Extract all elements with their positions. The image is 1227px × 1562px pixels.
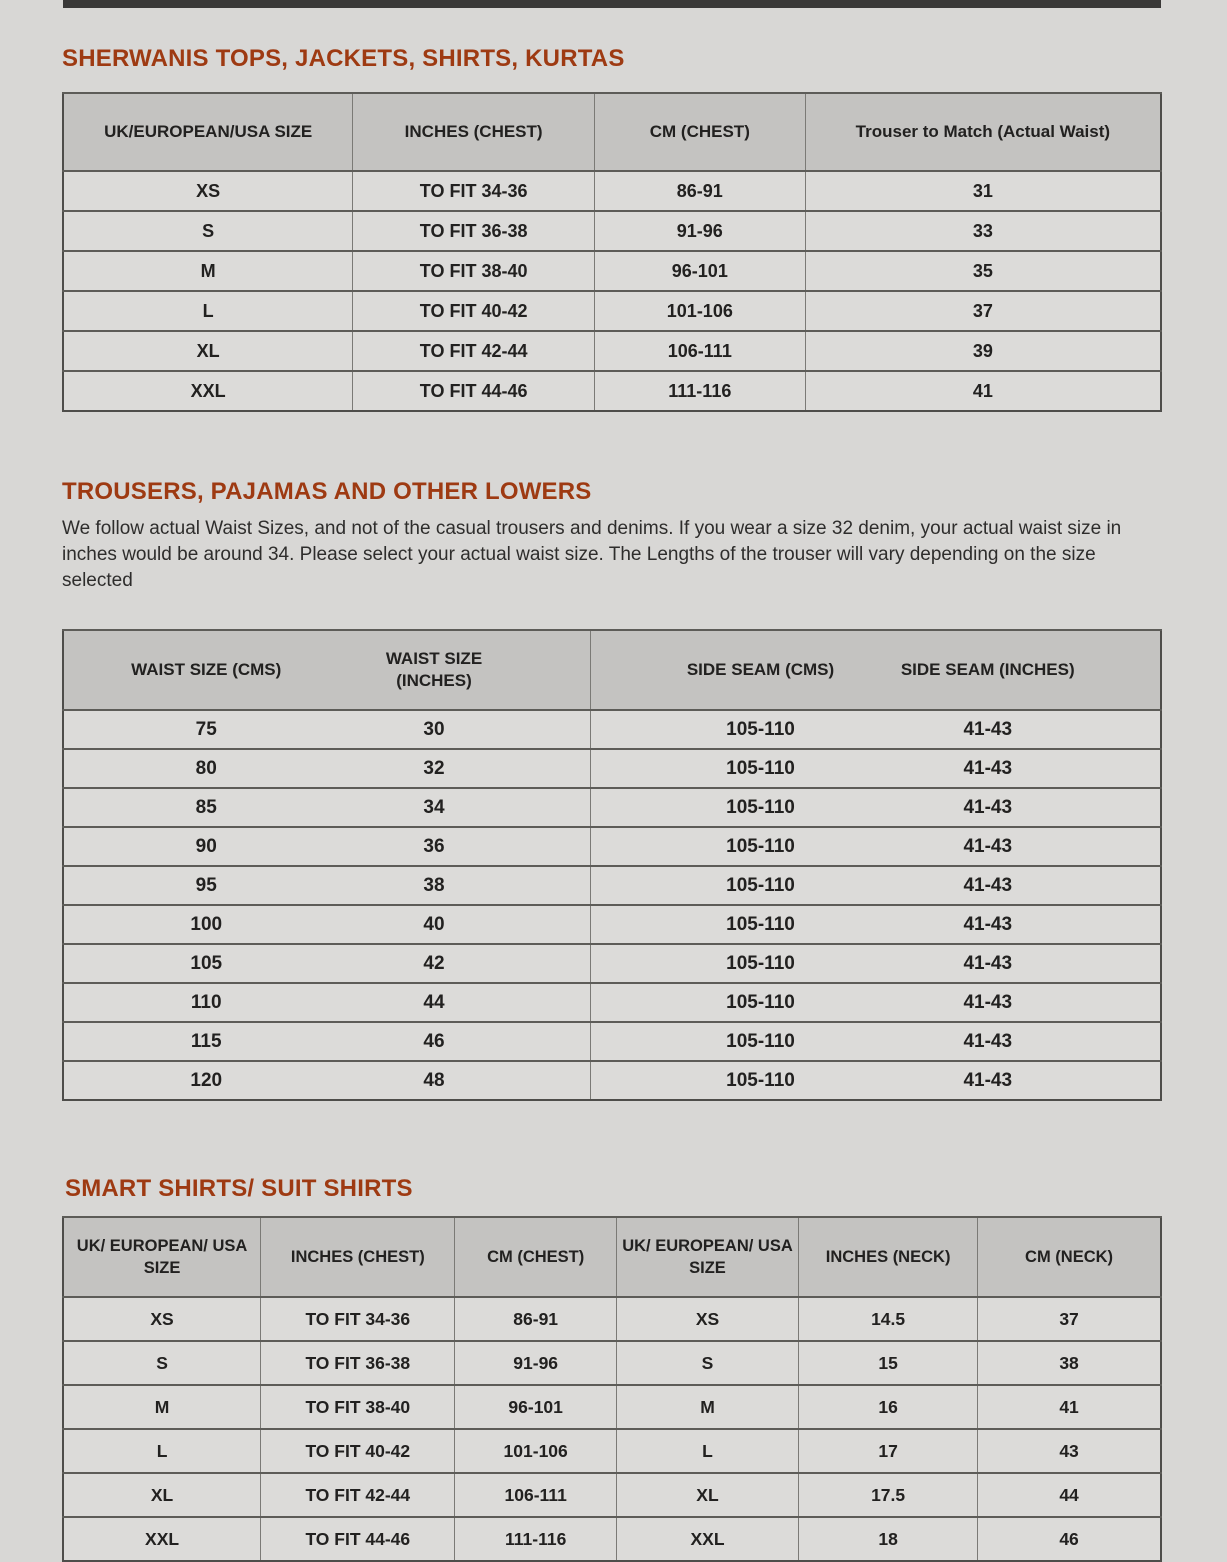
cell: TO FIT 40-42: [353, 291, 595, 331]
cell: 41-43: [875, 1061, 1161, 1100]
cell: 106-111: [455, 1473, 616, 1517]
column-header: INCHES (NECK): [799, 1217, 978, 1297]
cell: S: [63, 1341, 261, 1385]
cell: TO FIT 42-44: [261, 1473, 455, 1517]
cell: TO FIT 36-38: [261, 1341, 455, 1385]
column-header: SIDE SEAM (CMS): [590, 630, 875, 710]
cell: 41-43: [875, 788, 1161, 827]
table-row: [63, 291, 1161, 331]
column-header: CM (NECK): [978, 1217, 1161, 1297]
cell: 105-110: [590, 710, 875, 749]
section-title-smart-shirts: SMART SHIRTS/ SUIT SHIRTS: [65, 1175, 413, 1202]
table-row: [63, 1429, 1161, 1473]
cell: 41: [978, 1385, 1161, 1429]
cell: TO FIT 34-36: [261, 1297, 455, 1341]
cell: L: [63, 1429, 261, 1473]
column-header: CM (CHEST): [455, 1217, 616, 1297]
header-row: [63, 1217, 1161, 1297]
cell: 39: [805, 331, 1161, 371]
column-header: UK/EUROPEAN/USA SIZE: [63, 93, 353, 171]
cell: 41: [805, 371, 1161, 411]
cell: 105-110: [590, 749, 875, 788]
table-row: [63, 710, 1161, 749]
table-row: [63, 944, 1161, 983]
table-row: [63, 1341, 1161, 1385]
cell: 101-106: [455, 1429, 616, 1473]
cell: 105-110: [590, 788, 875, 827]
trousers-description: We follow actual Waist Sizes, and not of the casual trousers and denims. If you wear a size 32 denim, your actual waist size in inches would be around 34. Please select your actual waist size. The Lengths of the trouser will vary depending on the size selected: [62, 518, 1122, 591]
column-header: Trouser to Match (Actual Waist): [805, 93, 1161, 171]
cell: 33: [805, 211, 1161, 251]
cell: TO FIT 34-36: [353, 171, 595, 211]
cell: 46: [978, 1517, 1161, 1561]
table-row: [63, 1297, 1161, 1341]
cell: 41-43: [875, 866, 1161, 905]
sherwanis-size-table: [62, 92, 1162, 412]
cell: TO FIT 42-44: [353, 331, 595, 371]
cell: XS: [63, 1297, 261, 1341]
smart-shirts-size-table: [62, 1216, 1162, 1562]
table-row: [63, 1517, 1161, 1561]
cell: 31: [805, 171, 1161, 211]
cell: TO FIT 44-46: [353, 371, 595, 411]
cell: XXL: [63, 371, 353, 411]
cell: 18: [799, 1517, 978, 1561]
column-header: WAIST SIZE (CMS): [63, 630, 348, 710]
cell: 101-106: [594, 291, 805, 331]
cell: 43: [978, 1429, 1161, 1473]
trousers-size-table: [62, 629, 1162, 1101]
cell: 105-110: [590, 1022, 875, 1061]
cell: 91-96: [594, 211, 805, 251]
cell: XXL: [616, 1517, 798, 1561]
column-header: INCHES (CHEST): [261, 1217, 455, 1297]
cell: 32: [348, 749, 590, 788]
cell: 111-116: [594, 371, 805, 411]
cell: L: [63, 291, 353, 331]
cell: XL: [63, 1473, 261, 1517]
cell: 41-43: [875, 944, 1161, 983]
cell: 120: [63, 1061, 348, 1100]
table-row: [63, 788, 1161, 827]
cell: L: [616, 1429, 798, 1473]
cell: 14.5: [799, 1297, 978, 1341]
cell: 41-43: [875, 749, 1161, 788]
table-row: [63, 251, 1161, 291]
cell: 105-110: [590, 944, 875, 983]
cell: XS: [616, 1297, 798, 1341]
table-row: [63, 331, 1161, 371]
cell: 42: [348, 944, 590, 983]
cell: 41-43: [875, 710, 1161, 749]
cell: 34: [348, 788, 590, 827]
cell: TO FIT 38-40: [261, 1385, 455, 1429]
cell: 105-110: [590, 905, 875, 944]
cell: 96-101: [455, 1385, 616, 1429]
cell: 41-43: [875, 983, 1161, 1022]
cell: 105: [63, 944, 348, 983]
cell: 40: [348, 905, 590, 944]
cell: TO FIT 44-46: [261, 1517, 455, 1561]
section-smart-shirts: [62, 1101, 1165, 1562]
cell: 115: [63, 1022, 348, 1061]
cell: 38: [348, 866, 590, 905]
cell: 16: [799, 1385, 978, 1429]
cell: 41-43: [875, 905, 1161, 944]
cell: 41-43: [875, 1022, 1161, 1061]
cell: S: [63, 211, 353, 251]
cell: 48: [348, 1061, 590, 1100]
cell: 100: [63, 905, 348, 944]
cell: 90: [63, 827, 348, 866]
cell: 17: [799, 1429, 978, 1473]
table-row: [63, 905, 1161, 944]
column-header: SIDE SEAM (INCHES): [875, 630, 1161, 710]
cell: 41-43: [875, 827, 1161, 866]
cell: 30: [348, 710, 590, 749]
table-row: [63, 866, 1161, 905]
section-title-trousers: TROUSERS, PAJAMAS AND OTHER LOWERS: [62, 478, 592, 505]
cell: XL: [616, 1473, 798, 1517]
cell: TO FIT 40-42: [261, 1429, 455, 1473]
cell: 106-111: [594, 331, 805, 371]
cell: 17.5: [799, 1473, 978, 1517]
column-header: UK/ EUROPEAN/ USA SIZE: [63, 1217, 261, 1297]
section-sherwanis: [62, 0, 1165, 412]
header-row: [63, 630, 1161, 710]
cell: XS: [63, 171, 353, 211]
cell: 86-91: [455, 1297, 616, 1341]
cell: M: [63, 251, 353, 291]
table-row: [63, 371, 1161, 411]
table-row: [63, 171, 1161, 211]
cell: 95: [63, 866, 348, 905]
cell: TO FIT 38-40: [353, 251, 595, 291]
cell: 110: [63, 983, 348, 1022]
cell: 86-91: [594, 171, 805, 211]
column-header: UK/ EUROPEAN/ USA SIZE: [616, 1217, 798, 1297]
table-row: [63, 1022, 1161, 1061]
column-header: CM (CHEST): [594, 93, 805, 171]
cell: 85: [63, 788, 348, 827]
table-row: [63, 827, 1161, 866]
cell: XXL: [63, 1517, 261, 1561]
cell: 44: [348, 983, 590, 1022]
cell: 37: [805, 291, 1161, 331]
cell: 35: [805, 251, 1161, 291]
cell: 38: [978, 1341, 1161, 1385]
cell: 111-116: [455, 1517, 616, 1561]
cell: 44: [978, 1473, 1161, 1517]
section-trousers: [62, 412, 1165, 1101]
cell: 75: [63, 710, 348, 749]
table-row: [63, 1061, 1161, 1100]
table-row: [63, 211, 1161, 251]
top-bar: [63, 0, 1161, 8]
cell: M: [616, 1385, 798, 1429]
cell: 46: [348, 1022, 590, 1061]
cell: 105-110: [590, 827, 875, 866]
header-row: [63, 93, 1161, 171]
cell: XL: [63, 331, 353, 371]
cell: 105-110: [590, 1061, 875, 1100]
cell: 105-110: [590, 866, 875, 905]
cell: TO FIT 36-38: [353, 211, 595, 251]
section-title-sherwanis: SHERWANIS TOPS, JACKETS, SHIRTS, KURTAS: [62, 45, 625, 72]
column-header: INCHES (CHEST): [353, 93, 595, 171]
table-row: [63, 749, 1161, 788]
cell: 80: [63, 749, 348, 788]
cell: 91-96: [455, 1341, 616, 1385]
cell: M: [63, 1385, 261, 1429]
cell: 36: [348, 827, 590, 866]
column-header: WAIST SIZE (INCHES): [348, 630, 590, 710]
cell: 105-110: [590, 983, 875, 1022]
table-row: [63, 1473, 1161, 1517]
cell: 96-101: [594, 251, 805, 291]
table-row: [63, 983, 1161, 1022]
cell: 15: [799, 1341, 978, 1385]
cell: S: [616, 1341, 798, 1385]
table-row: [63, 1385, 1161, 1429]
cell: 37: [978, 1297, 1161, 1341]
